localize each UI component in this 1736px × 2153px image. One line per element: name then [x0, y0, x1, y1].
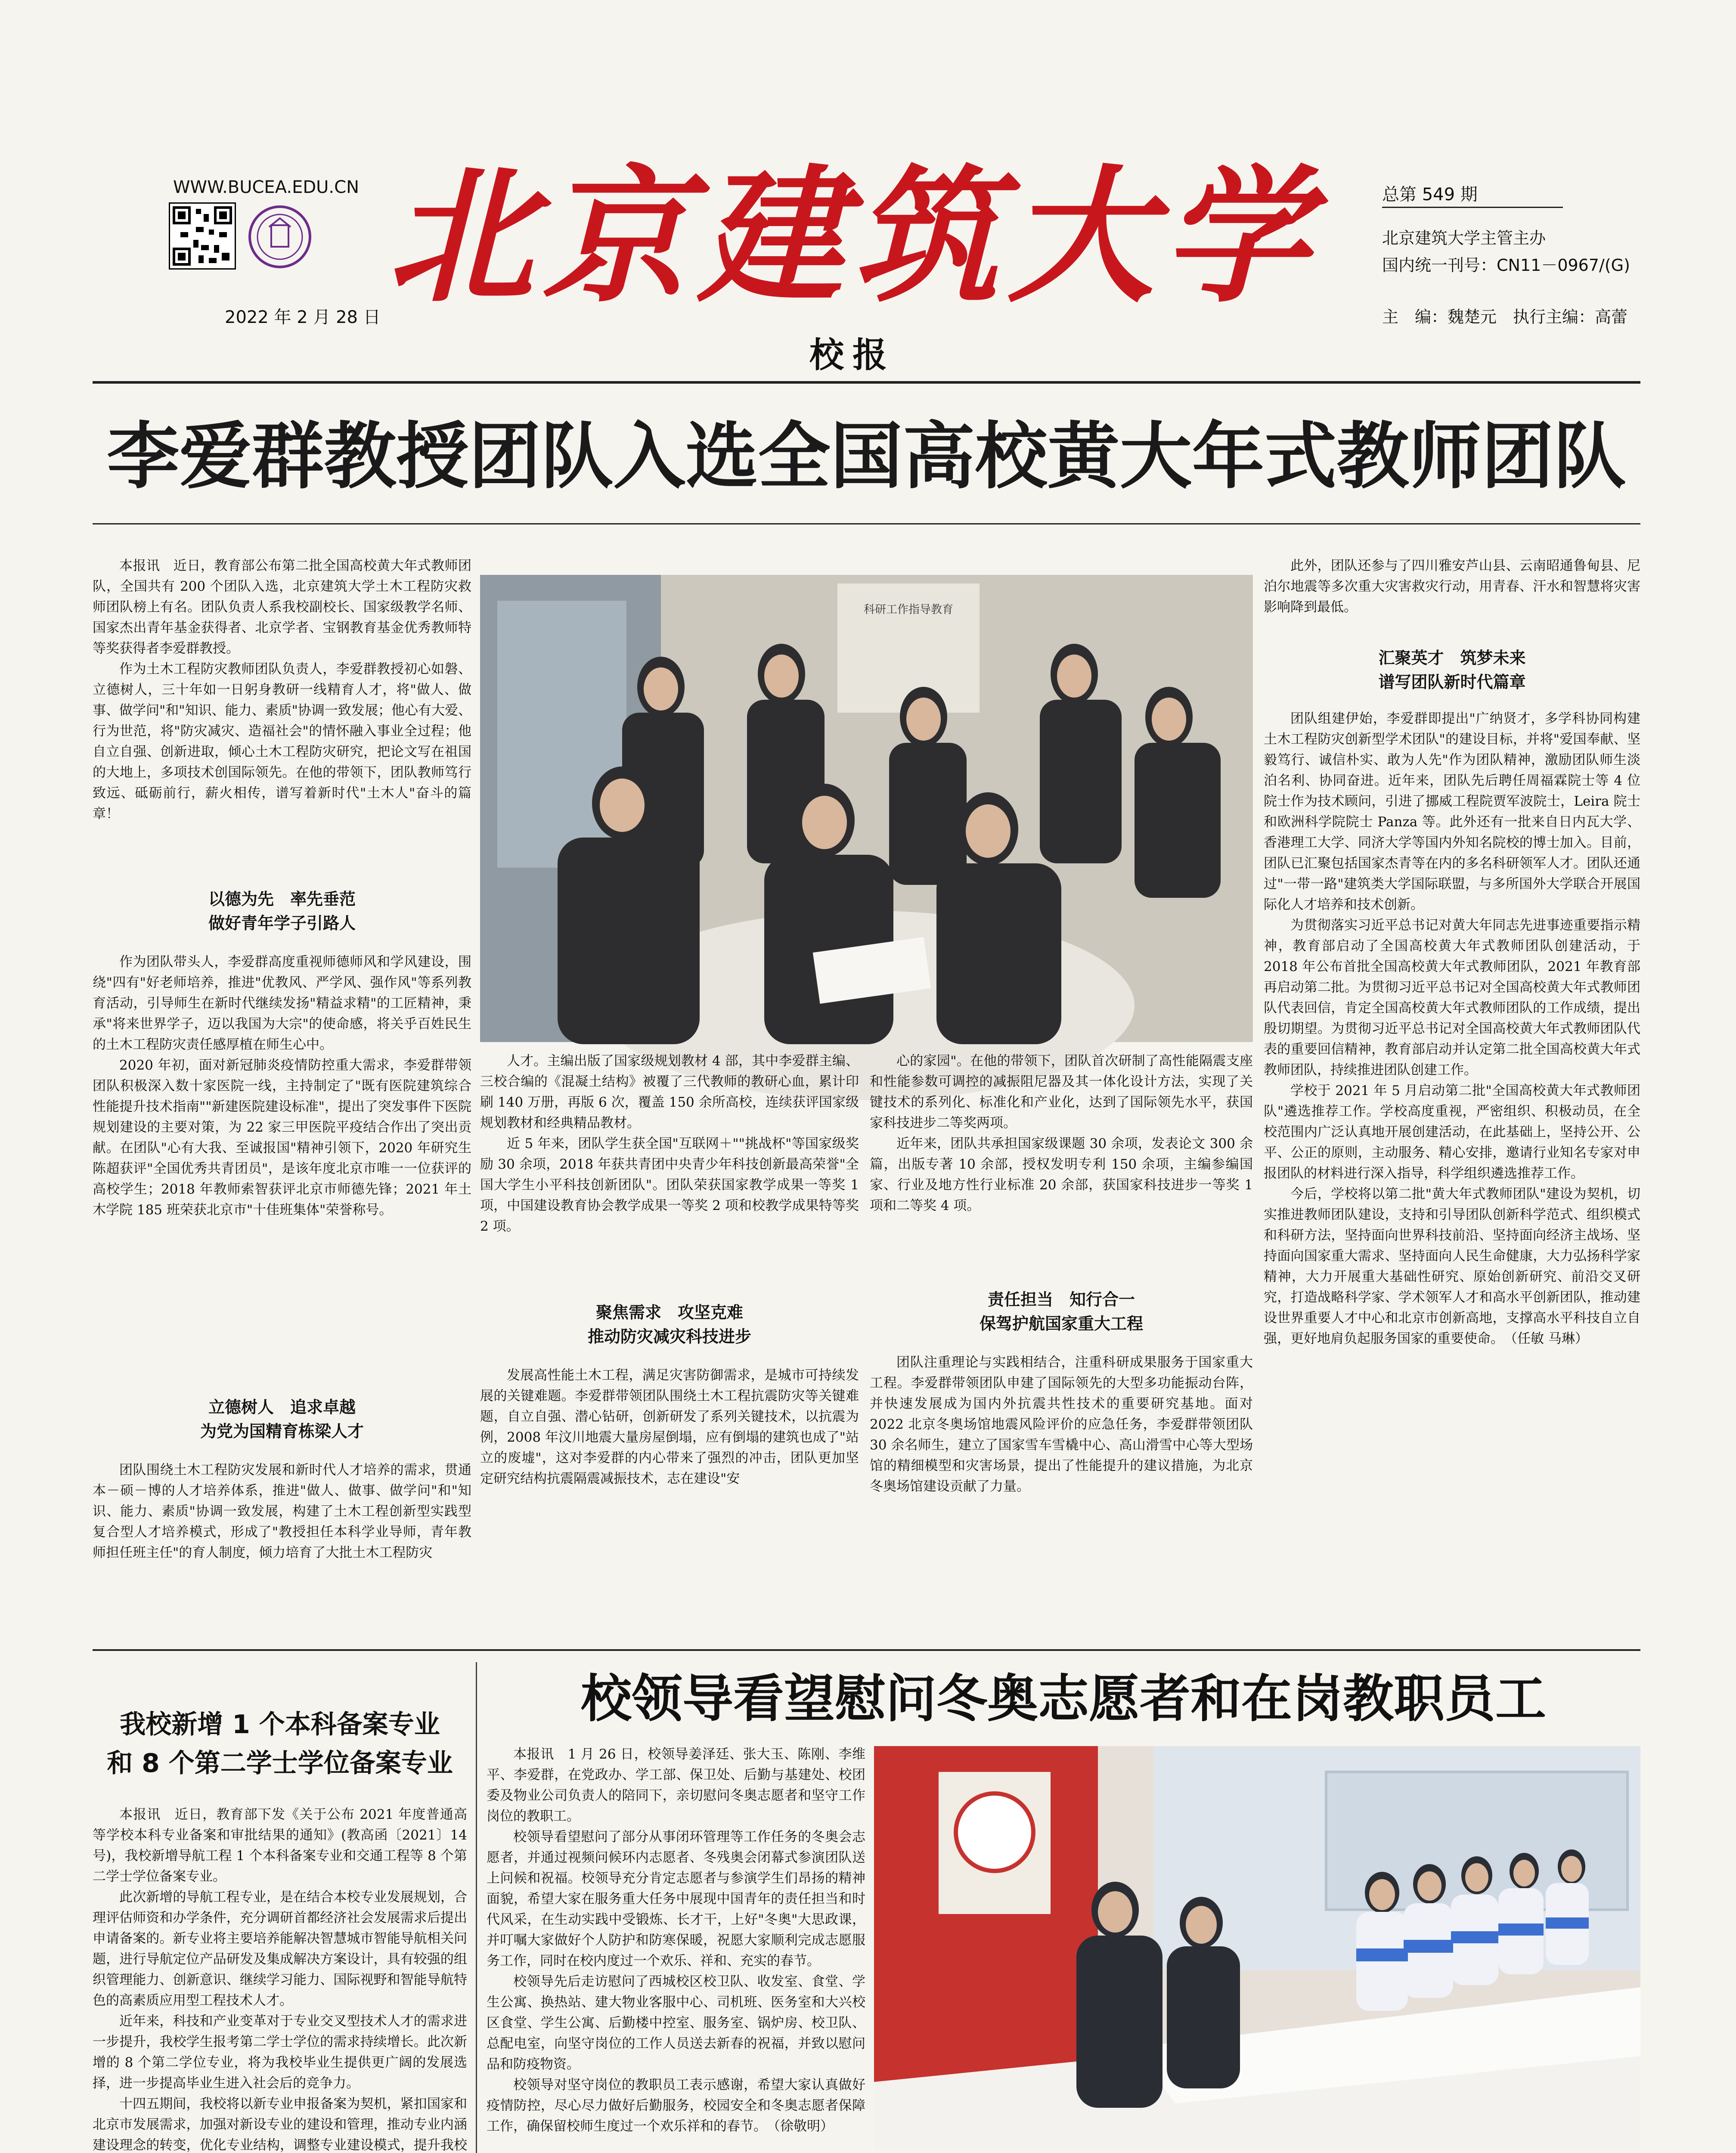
second-body [487, 1744, 865, 2134]
left-news-body [93, 1804, 467, 2153]
subheading-line: 做好青年学子引路人 [208, 914, 356, 933]
university-seal [248, 205, 312, 269]
paragraph: 作为土木工程防灾教师团队负责人，李爱群教授初心如磐、立德树人，三十年如一日躬身教研一线精育人才，将"做人、做事、做学问"和"知识、能力、素质"协调一致发展；他心有大爱、行为世范，将"防灾减灾、造福社会"的情怀融入事业全过程；他自立自强、创新进取，倾心土木工程防灾研究，把论文写在祖国的大地上，多项技术创国际领先。在他的带领下，团队教师笃行致远、砥砺前行，薪火相传，谱写着新时代"土木人"奋斗的篇章！ [93, 661, 471, 822]
subheading [870, 1287, 1253, 1336]
editors-line: 主 编：魏楚元 执行主编：高蕾 [1382, 307, 1628, 326]
newspaper-subtitle: 校报 [809, 335, 896, 375]
paragraph: 本报讯 近日，教育部公布第二批全国高校黄大年式教师团队，全国共有 200 个团队入选，北京建筑大学土木工程防灾救师团队榜上有名。团队负责人系我校副校长、国家级教学名师、国家杰出青年基金获得者、北京学者、宝钢教育基金优秀教师特等奖获得者李爱群教授。 [93, 558, 471, 656]
paragraph: 学校于 2021 年 5 月启动第二批"全国高校黄大年式教师团队"遴选推荐工作。学校高度重视，严密组织、积极动员，在全校范围内广泛认真地开展创建活动，在此基础上，坚持公开、公平、公正的原则，主动服务、精心安排，邀请行业知名专家对申报团队的材料进行深入指导，科学组织遴选推荐工作。 [1264, 1083, 1640, 1181]
sponsor-line: 北京建筑大学主管主办 [1382, 229, 1546, 248]
issue-number: 总第 549 期 [1382, 185, 1478, 205]
second-headline: 校领导看望慰问冬奥志愿者和在岗教职员工 [580, 1669, 1546, 1728]
subheading-line: 责任担当 知行合一 [987, 1290, 1135, 1309]
paragraph: 近年来，团队共承担国家级课题 30 余项，发表论文 300 余篇，出版专著 10 余部，授权发明专利 150 余项，主编参编国家、行业及地方性行业标准 20 余部，获国家科技进步一等奖 1 项和二等奖 4 项。 [870, 1136, 1253, 1213]
lead-headline: 李爱群教授团队入选全国高校黄大年式教师团队 [107, 414, 1626, 499]
paragraph: 本报讯 1 月 26 日，校领导姜泽廷、张大玉、陈刚、李维平、李爱群，在党政办、学工部、保卫处、后勤与基建处、校团委及物业公司负责人的陪同下，亲切慰问冬奥志愿者和坚守工作岗位的教职工。 [487, 1747, 865, 1824]
paragraph: 近年来，科技和产业变革对于专业交叉型技术人才的需求进一步提升，我校学生报考第二学士学位的需求持续增长。此次新增的 8 个第二学位专业，将为我校毕业生提供更广阔的发展选择，进一步提高毕业生进入社会后的竞争力。 [93, 2013, 467, 2091]
paragraph: 此外，团队还参与了四川雅安芦山县、云南昭通鲁甸县、尼泊尔地震等多次重大灾害救灾行动，用青春、汗水和智慧将灾害影响降到最低。 [1264, 558, 1640, 615]
paragraph: 校领导先后走访慰问了西城校区校卫队、收发室、食堂、学生公寓、换热站、建大物业客服中心、司机班、医务室和大兴校区食堂、学生公寓、后勤楼中控室、服务室、锅炉房、校卫队、总配电室，向坚守岗位的工作人员送去新春的祝福，并致以慰问品和防疫物资。 [487, 1974, 865, 2072]
photo-wall-sign: 科研工作指导教育 [863, 603, 953, 616]
paragraph: 今后，学校将以第二批"黄大年式教师团队"建设为契机，切实推进教师团队建设，支持和引导团队创新科学范式、组织模式和科研方法，坚持面向世界科技前沿、坚持面向经济主战场、坚持面向国家重大需求、坚持面向人民生命健康，大力弘扬科学家精神，大力开展重大基础性研究、原始创新研究、前沿交叉研究，打造战略科学家、学术领军人才和高水平创新团队，推动建设世界重要人才中心和北京市创新高地，支撑高水平科技自立自强，更好地肩负起服务国家的重要使命。 （任敏 马琳） [1264, 1186, 1640, 1346]
section-rule [93, 1649, 1640, 1651]
lead-col1-intro [93, 555, 471, 870]
paragraph: 近 5 年来，团队学生获全国"互联网＋""挑战杯"等国家级奖励 30 余项，2018 年获共青团中央青少年科技创新最高荣誉"全国大学生小平科技创新团队"。团队荣获国家教学成果一等奖 1 项，中国建设教育协会教学成果一等奖 2 项和校教学成果特等奖 2 项。 [480, 1136, 859, 1234]
headline-line: 和 8 个第二学士学位备案专业 [107, 1748, 453, 1778]
paragraph: 作为团队带头人，李爱群高度重视师德师风和学风建设，围绕"四有"好老师培养，推进"优教风、严学风、强作风"等系列教育活动，引导师生在新时代继续发扬"精益求精"的工匠精神，秉承"将来世界学子，迈以我国为大宗"的使命感，将关乎百姓民生的土木工程防灾责任感厚植在师生心中。 [93, 954, 471, 1052]
lead-photo [480, 575, 1253, 1042]
subheading-line: 为党为国精育栋梁人才 [200, 1422, 364, 1441]
lead-col3-end [870, 1352, 1253, 1628]
paragraph: 心的家园"。在他的带领下，团队首次研制了高性能隔震支座和性能参数可调控的减振阻尼器及其一体化设计方法，实现了关键技术的系列化、标准化和产业化，达到了国际领先水平，获国家科技进步二等奖两项。 [870, 1053, 1253, 1131]
paragraph: 校领导对坚守岗位的教职员工表示感谢，希望大家认真做好疫情防控，尽心尽力做好后勤服务，校园安全和冬奥志愿者保障工作，确保留校师生度过一个欢乐祥和的春节。 （徐敬明） [487, 2077, 865, 2134]
subheading-line: 汇聚英才 筑梦未来 [1378, 648, 1526, 667]
subheading [1264, 646, 1640, 694]
subheading [93, 1395, 471, 1443]
lead-col2-end [480, 1365, 859, 1628]
headline-line: 我校新增 1 个本科备案专业 [120, 1709, 440, 1740]
subheading [93, 887, 471, 935]
paragraph: 本报讯 近日，教育部下发《关于公布 2021 年度普通高等学校本科专业备案和审批结果的通知》(教高函〔2021〕14 号)，我校新增导航工程 1 个本科备案专业和交通工程等 8 个第二学士学位备案专业。 [93, 1807, 467, 1884]
subheading-line: 立德树人 追求卓越 [208, 1398, 356, 1417]
column-rule [476, 1662, 477, 2153]
issue-date: 2022 年 2 月 28 日 [225, 307, 381, 327]
paragraph: 校领导看望慰问了部分从事闭环管理等工作任务的冬奥会志愿者，并通过视频问候环内志愿者、冬残奥会闭幕式参演团队送上问候和祝福。校领导充分肯定志愿者与参演学生们昂扬的精神面貌，希望大家在服务重大任务中展现中国青年的责任担当和时代风采，在生动实践中受锻炼、长才干，上好"冬奥"大思政课，并叮嘱大家做好个人防护和防寒保暖，祝愿大家顺利完成志愿服务工作，同时在校内度过一个欢乐、祥和、充实的春节。 [487, 1829, 865, 1969]
qr-code [169, 202, 236, 270]
paragraph: 团队注重理论与实践相结合，注重科研成果服务于国家重大工程。李爱群带领团队申建了国际领先的大型多功能振动台阵，并快速发展成为国内外抗震共性技术的重要研究基地。面对 2022 北京冬奥场馆地震风险评价的应急任务，李爱群带领团队 30 余名师生，建立了国家雪车雪橇中心、高山滑雪中心等大型场馆的精细模型和灾害场景，提出了性能提升的建议措施，为北京冬奥场馆建设贡献了力量。 [870, 1355, 1253, 1494]
paragraph: 发展高性能土木工程，满足灾害防御需求，是城市可持续发展的关键难题。李爱群带领团队围绕土木工程抗震防灾等关键难题，自立自强、潜心钻研，创新研发了系列关键技术，以抗震为例，2008 年汶川地震大量房屋倒塌，应有倒塌的建筑也成了"站立的废墟"，这对李爱群的内心带来了强烈的冲击，团队更加坚定研究结构抗震隔震减振技术，志在建设"安 [480, 1368, 859, 1486]
subheading-line: 保驾护航国家重大工程 [979, 1314, 1143, 1333]
lead-col3 [870, 1051, 1253, 1275]
paragraph: 人才。主编出版了国家级规划教材 4 部，其中李爱群主编、三校合编的《混凝土结构》被覆了三代教师的教研心血，累计印刷 140 万册，再版 6 次，覆盖 150 余所高校，连续获评国家级规划教材和经典精品教材。 [480, 1053, 859, 1131]
paragraph: 团队围绕土木工程防灾发展和新时代人才培养的需求，贯通本－硕－博的人才培养体系，推进"做人、做事、做学问"和"知识、能力、素质"协调一致发展，构建了土木工程创新型实践型复合型人才培养模式，形成了"教授担任本科学业导师，青年教师担任班主任"的育人制度，倾力培育了大批土木工程防灾 [93, 1462, 471, 1560]
subheading-line: 谱写团队新时代篇章 [1378, 673, 1526, 692]
left-news-headline [93, 1705, 467, 1783]
paragraph: 为贯彻落实习近平总书记对黄大年同志先进事迹重要指示精神，教育部启动了全国高校黄大年式教师团队创建活动，于 2018 年公布首批全国高校黄大年式教师团队，2021 年教育部再启动第二批。为贯彻习近平总书记对全国高校黄大年式教师团队代表回信，肯定全国高校黄大年式教师团队的工作成绩，提出殷切期望。为贯彻习近平总书记对全国高校黄大年式教师团队代表的重要回信精神，教育部启动并认定第二批全国高校黄大年式教师团队，持续推进团队创建工作。 [1264, 918, 1640, 1078]
cn-number: 国内统一刊号：CN11－0967/(G) [1382, 256, 1630, 275]
paragraph: 十四五期间，我校将以新专业申报备案为契机，紧扣国家和北京市发展需求，加强对新设专业的建设和管理，推动专业内涵建设理念的转变，优化专业结构，调整专业建设模式，提升我校 [93, 2096, 467, 2153]
paragraph: 此次新增的导航工程专业，是在结合本校专业发展规划，合理评估师资和办学条件，充分调研首都经济社会发展需求后提出申请备案的。新专业将主要培养能解决智慧城市智能导航相关问题，进行导航定位产品研发及集成解决方案设计，具有较强的组织管理能力、创新意识、继续学习能力、国际视野和智能导航特色的高素质应用型工程技术人才。 [93, 1889, 467, 2008]
lead-col4-main [1264, 708, 1640, 1628]
lead-col1-end [93, 1460, 471, 1628]
lead-col4-intro [1264, 555, 1640, 642]
lead-col2 [480, 1051, 859, 1270]
lead-col1-mid [93, 952, 471, 1382]
newspaper-title: 北京建筑大学 [388, 151, 1318, 323]
second-photo [874, 1746, 1640, 2149]
website-url[interactable]: WWW.BUCEA.EDU.CN [173, 177, 359, 197]
subheading [480, 1300, 859, 1349]
subheading-line: 聚焦需求 攻坚克难 [595, 1303, 743, 1322]
paragraph: 2020 年初，面对新冠肺炎疫情防控重大需求，李爱群带领团队积极深入数十家医院一线，主持制定了"既有医院建筑综合性能提升技术指南""新建医院建设标准"，提出了突发事件下医院规划建设的主要对策，为 22 家三甲医院平疫结合作出了突出贡献。在团队"心有大我、至诚报国"精神引领下，2020 年研究生陈超获评"全国优秀共青团员"，是该年度北京市唯一一位获评的高校学生；2018 年教师索智获评北京市师德先锋；2021 年土木学院 185 班荣获北京市"十佳班集体"荣誉称号。 [93, 1058, 471, 1218]
subheading-line: 以德为先 率先垂范 [208, 890, 356, 909]
masthead-rule [93, 381, 1640, 384]
subheading-line: 推动防灾减灾科技进步 [587, 1327, 751, 1346]
paragraph: 团队组建伊始，李爱群即提出"广纳贤才，多学科协同构建土木工程防灾创新型学术团队"的建设目标，并将"爱国奉献、坚毅笃行、诚信朴实、敢为人先"作为团队精神，激励团队师生淡泊名利、协同奋进。近年来，团队先后聘任周福霖院士等 4 位院士作为技术顾问，引进了挪威工程院贾军波院士，Leira 院士和欧洲科学院院士 Panza 等。此外还有一批来自日内瓦大学、香港理工大学、同济大学等国内外知名院校的博士加入。目前，团队已汇聚包括国家杰青等在内的多名科研领军人才。团队还通过"一带一路"建筑类大学国际联盟，与多所国外大学联合开展国际化人才培养和技术创新。 [1264, 711, 1640, 912]
